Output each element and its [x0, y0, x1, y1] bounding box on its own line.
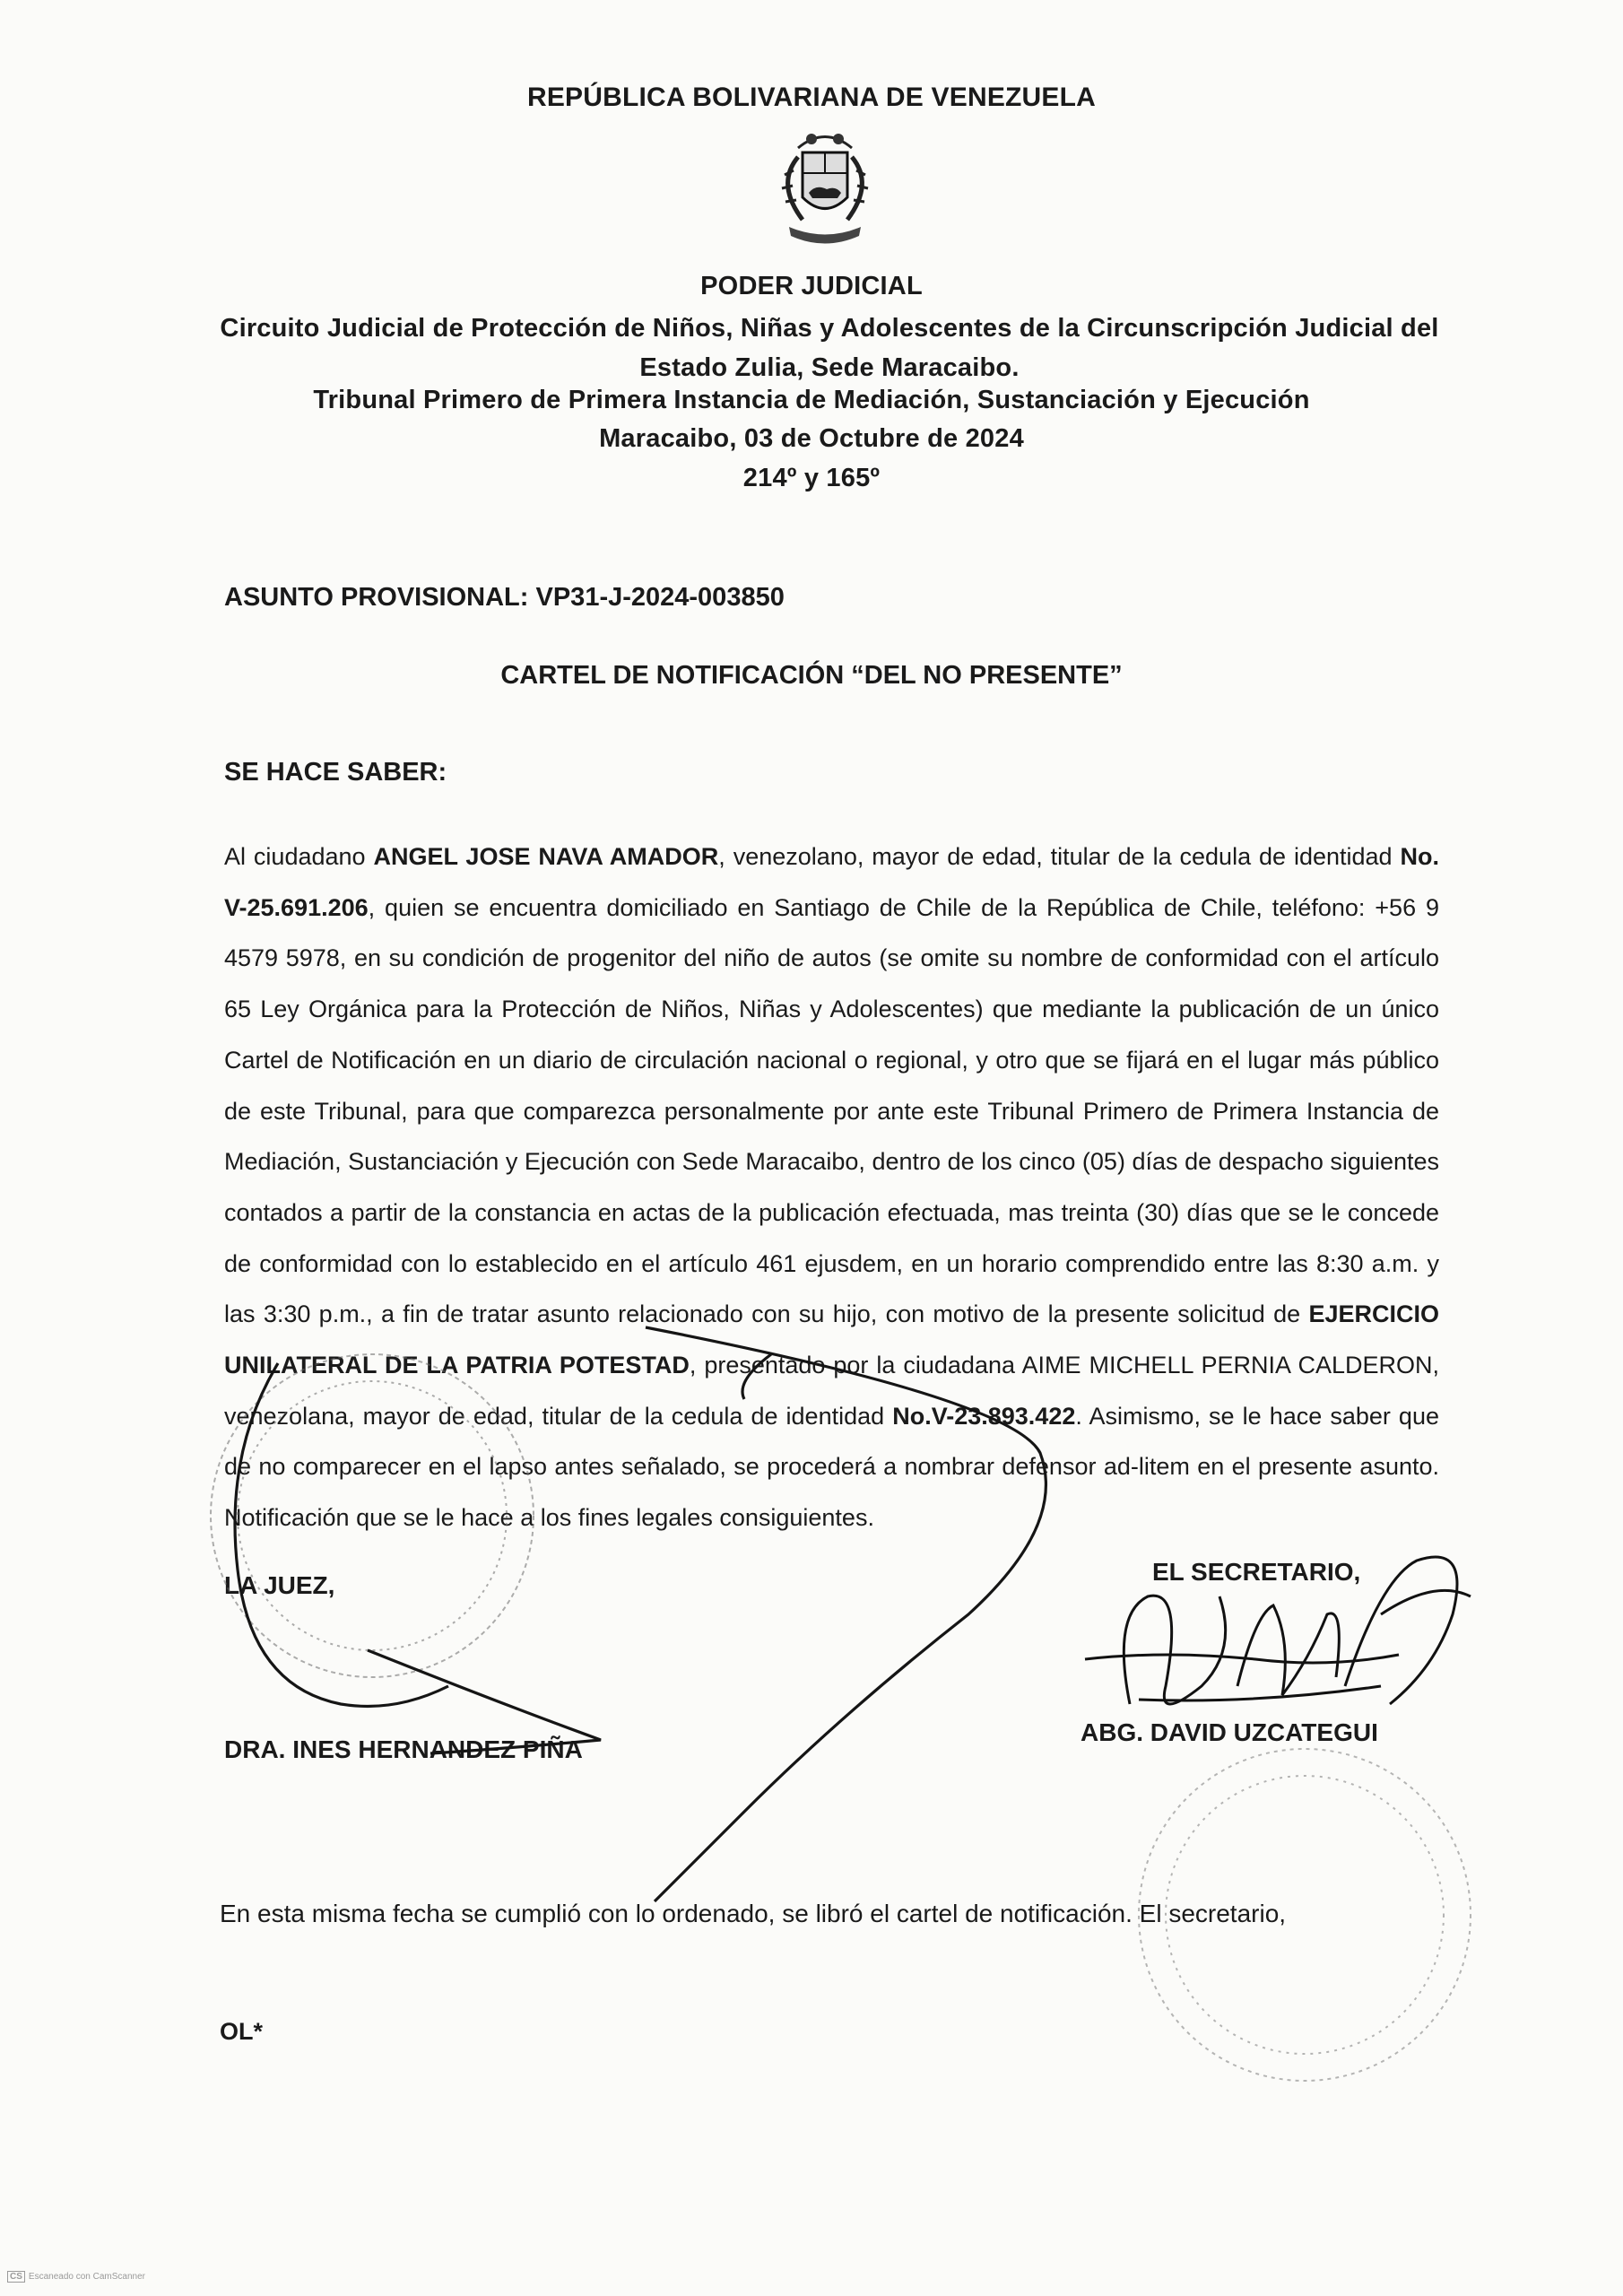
petitioner-name: AIME MICHELL PERNIA CALDERON: [1021, 1352, 1433, 1379]
court-heading: Tribunal Primero de Primera Instancia de Mediación, Sustanciación y Ejecución: [313, 386, 1310, 414]
body-text-1: Al ciudadano: [224, 843, 374, 870]
notice-intro: SE HACE SABER:: [224, 758, 447, 787]
scanner-badge: CS: [7, 2271, 25, 2283]
case-label: ASUNTO PROVISIONAL:: [224, 583, 529, 612]
date-heading: Maracaibo, 03 de Octubre de 2024: [599, 424, 1024, 453]
judge-label: LA JUEZ,: [224, 1571, 335, 1599]
case-number: [224, 583, 785, 613]
body-text-6: . Asimismo, se le hace saber que de no comparecer en el lapso antes señalado, se procederá a nombrar defensor ad-litem en el presente asunto. Notificación que se le hace a los fines legales consiguientes.: [224, 1402, 1439, 1532]
compliance-note: En esta misma fecha se cumplió con lo ordenado, se libró el cartel de notificación. El secretario,: [220, 1900, 1287, 1927]
years-heading: 214º y 165º: [742, 464, 881, 492]
country-heading: REPÚBLICA BOLIVARIANA DE VENEZUELA: [526, 83, 1097, 112]
recipient-name: ANGEL JOSE NAVA AMADOR: [373, 843, 719, 870]
recipient-id: No. V-25.691.206: [224, 843, 1439, 921]
secretary-name: ABG. DAVID UZCATEGUI: [1081, 1718, 1378, 1746]
notice-body: [224, 831, 1439, 1544]
scanner-text: Escaneado con CamScanner: [28, 2272, 145, 2282]
body-text-5: , venezolana, mayor de edad, titular de la cedula de identidad: [224, 1352, 1439, 1430]
secretary-label: EL SECRETARIO,: [1152, 1558, 1361, 1586]
petitioner-id: No.V-23.893.422: [892, 1402, 1076, 1430]
body-text-3: , quien se encuentra domiciliado en Santiago de Chile de la República de Chile, teléfono: +56 9 4579 5978, en su condición de progenitor del niño de autos (se omite su nombre de conformidad con el artículo 65 Ley Orgánica para la Protección de Niños, Niñas y Adolescentes) que mediante la publicación de un único Cartel de Notificación en un diario de circulación nacional o regional, y otro que se fijará en el lugar más público de este Tribunal, para que comparezca personalmente por ante este Tribunal Primero de Primera Instancia de Mediación, Sustanciación y Ejecución con Sede Maracaibo, dentro de los cinco (05) días de despacho siguientes contados a partir de la constancia en actas de la publicación efectuada, mas treinta (30) días que se le concede de conformidad con lo establecido en el artículo 461 ejusdem, en un horario comprendido entre las 8:30 a.m. y las 3:30 p.m., a fin de tratar asunto relacionado con su hijo, con motivo de la presente solicitud de: [224, 893, 1439, 1328]
typist-initials: OL*: [220, 2018, 264, 2045]
branch-heading: PODER JUDICIAL: [700, 272, 923, 300]
notice-title: CARTEL DE NOTIFICACIÓN “DEL NO PRESENTE”: [500, 661, 1123, 690]
matter-name: EJERCICIO UNILATERAL DE LA PATRIA POTESTAD: [224, 1300, 1439, 1379]
scanner-watermark: [7, 2271, 145, 2283]
case-value: VP31-J-2024-003850: [535, 583, 785, 612]
circuit-heading: Circuito Judicial de Protección de Niños, Niñas y Adolescentes de la Circunscripción Judicial del Estado Zulia, Sede Maracaibo.: [220, 314, 1439, 382]
body-text-4: , presentado por la ciudadana: [689, 1352, 1022, 1379]
body-text-2: , venezolano, mayor de edad, titular de la cedula de identidad: [718, 843, 1401, 870]
judge-name: DRA. INES HERNANDEZ PIÑA: [224, 1735, 583, 1763]
coat-of-arms-emblem: [762, 121, 888, 256]
